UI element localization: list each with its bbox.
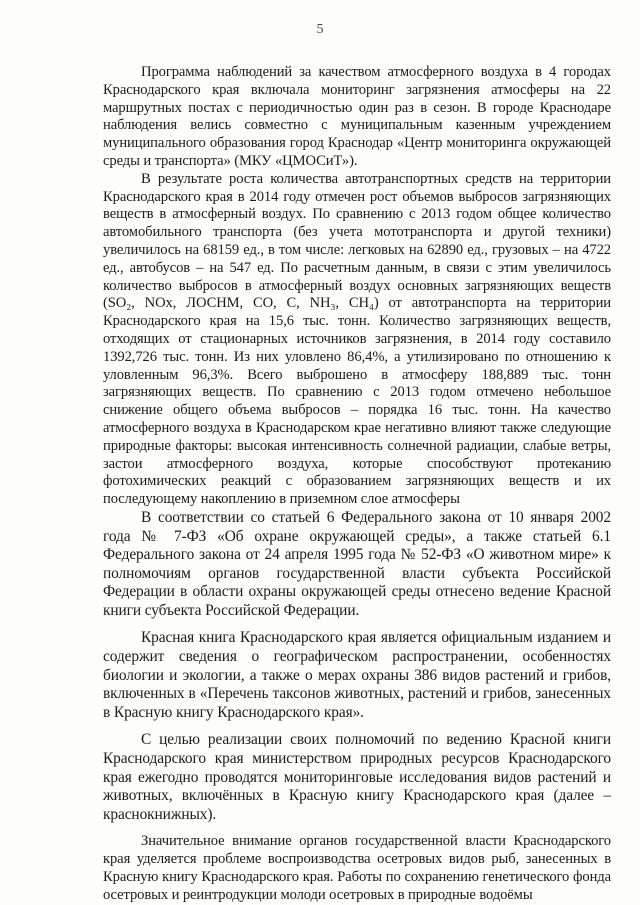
- paragraph-monitoring-program: Программа наблюдений за качеством атмосферного воздуха в 4 городах Краснодарского края включала мониторинг загрязнения атмосферы на 22 маршрутных постах с периодичностью один раз в сезон. В городе Краснодаре наблюдения велись совместно с муниципальным казенным учреждением муниципального образования город Краснодар «Центр мониторинга окружающей среды и транспорта» (МКУ «ЦМОСиТ»).: [103, 64, 611, 169]
- paragraph-federal-law: В соответствии со статьей 6 Федерального закона от 10 января 2002 года № 7-ФЗ «Об охране окружающей среды», а также статьей 6.1 Федерального закона от 24 апреля 1995 года № 52-ФЗ «О животном мире» к полномочиям органов государственной власти субъекта Российской Федерации в области охраны окружающей среды отнесено ведение Красной книги субъекта Российской Федерации.: [103, 508, 611, 619]
- paragraph-vehicle-emissions: В результате роста количества автотранспортных средств на территории Краснодарского края в 2014 году отмечен рост объемов выбросов загрязняющих веществ в атмосферный воздух. По сравнению с 2013 годом общее количество автомобильного транспорта (без учета мототранспорта и другой техники) увеличилось на 68159 ед., в том числе: легковых на 62890 ед., грузовых – на 4722 ед., автобусов – на 547 ед. По расчетным данным, в связи с этим увеличилось количество выбросов в атмосферный воздух основных загрязняющих веществ (SO₂, NOx, ЛОСНМ, CO, C, NH₃, CH₄) от автотранспорта на территории Краснодарского края на 15,6 тыс. тонн. Количество загрязняющих веществ, отходящих от стационарных источников загрязнения, в 2014 году составило 1392,726 тыс. тонн. Из них уловлено 86,4%, а утилизировано по отношению к уловленным 96,3%. Всего выброшено в атмосферу 188,889 тыс. тонн загрязняющих веществ. По сравнению с 2013 годом отмечено небольшое снижение общего объема выбросов – порядка 16 тыс. тонн. На качество атмосферного воздуха в Краснодарском крае негативно влияют также следующие природные факторы: высокая интенсивность солнечной радиации, слабые ветры, застои атмосферного воздуха, которые способствуют протеканию фотохимических реакций с образованием загрязняющих веществ и их последующему накоплению в приземном слое атмосферы: [103, 170, 611, 508]
- paragraph-sturgeon: Значительное внимание органов государственной власти Краснодарского края уделяется проблеме воспроизводства осетровых видов рыб, занесенных в Красную книгу Краснодарского края. Работы по сохранению генетического фонда осетровых и реинтродукции молоди осетровых в природные водоёмы: [103, 833, 611, 903]
- paragraph-red-book: Красная книга Краснодарского края является официальным изданием и содержит сведения о географическом распространении, особенностях биологии и экологии, а также о мерах охраны 386 видов растений и грибов, включенных в «Перечень таксонов животных, растений и грибов, занесенных в Красную книгу Краснодарского края».: [103, 629, 611, 721]
- page-number: 5: [316, 22, 324, 37]
- document-body: [103, 64, 611, 905]
- paragraph-red-book-monitoring: С целью реализации своих полномочий по ведению Красной книги Краснодарского края министерством природных ресурсов Краснодарского края ежегодно проводятся мониторинговые исследования видов растений и животных, включённых в Красную книгу Краснодарского края (далее – краснокнижных).: [103, 731, 611, 823]
